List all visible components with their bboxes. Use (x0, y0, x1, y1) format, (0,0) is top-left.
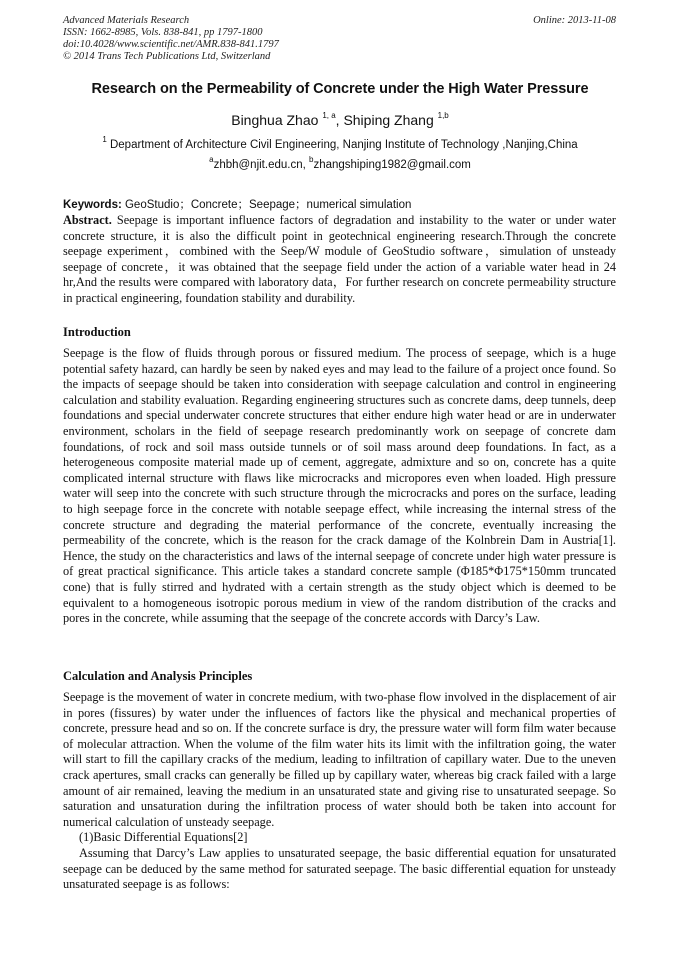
copyright-line: © 2014 Trans Tech Publications Ltd, Switzerland (63, 51, 271, 62)
doi-line: doi:10.4028/www.scientific.net/AMR.838-841.1797 (63, 39, 279, 50)
journal-name: Advanced Materials Research (63, 15, 190, 26)
issn-line: ISSN: 1662-8985, Vols. 838-841, pp 1797-1800 (63, 27, 263, 38)
affiliation (30, 135, 650, 151)
author-name: Shiping Zhang (343, 112, 434, 128)
author-name: Binghua Zhao (231, 112, 319, 128)
author-superscript: 1,b (437, 111, 449, 121)
keywords-label: Keywords: (63, 199, 122, 211)
introduction-paragraph: Seepage is the flow of fluids through porous or fissured medium. The process of seepage, which is a huge potential safety hazard, can hardly be seen by naked eyes and may lead to the failure of a project once found. So the impacts of seepage should be taken into consideration with seepage calculation and control in engineering calculation and stability evaluation. Regarding engineering structures such as concrete dams, deep tunnels, deep foundations and special underwater concrete structures that either endure high water head or are in underwater environment, scholars in the field of seepage research predominantly work on seepage of concrete dam foundations, of rock and soil mass outside tunnels or of soil mass around deep foundations. In fact, as a heterogeneous composite material made up of cement, aggregate, admixture and so on, concrete has a quite complicated internal structure with flaws like microcracks and micropores even when loaded. High pressure water will seep into the concrete with such structure through the microcracks and pores on the surface, leading to high seepage force in the concrete with notable seepage effect, while increasing the internal stress of the concrete structure and degrading the material performance of the concrete, eventually increasing the permeability of the concrete, which is the reason for the crack damage of the Kolnbrein Dam in Austria[1]. Hence, the study on the characteristics and laws of the internal seepage of concrete under high water pressure is of great practical significance. This article takes a standard concrete sample (Φ185*Φ175*150mm truncated cone) that is fully stirred and hydrated with a certain strength as the study object which is deemed to be equivalent to a homogeneous isotropic porous medium in view of the random distribution of the cracks and pores in the concrete, while assuming that the seepage of the concrete accords with Darcy’s Law. (63, 346, 616, 626)
email-link[interactable]: zhbh@njit.edu.cn, (213, 159, 309, 171)
paper-title: Research on the Permeability of Concrete under the High Water Pressure (91, 81, 589, 97)
author-superscript: 1, a (322, 111, 336, 121)
journal-header (63, 15, 616, 63)
calculation-paragraph: Seepage is the movement of water in concrete medium, with two-phase flow involved in the displacement of air in pores (fissures) by water under the influences of factors like the physical and mechanical properties of concrete, pressure head and so on. If the concrete surface is dry, the pressure water will form film water because of molecular attraction. When the volume of the film water hits its limit with the infiltration going, the water will start to fill the capillary cracks of the medium, leading to infiltration of capillary water. Due to the uneven crack apertures, small cracks can generally be filled up by capillary water, whereas big crack failed with a large amount of air remained, leaving the medium in an unsaturated state and giving rise to unsaturated seepage. So saturation and unsaturation during the infiltration process of water should both be taken into account for numerical calculation of unsteady seepage. (63, 690, 616, 829)
email-superscript: a (209, 155, 214, 165)
affiliation-superscript: 1 (102, 135, 107, 145)
online-date: Online: 2013-11-08 (533, 15, 616, 26)
section-heading-calculation: Calculation and Analysis Principles (63, 669, 253, 683)
calculation-section (63, 690, 616, 893)
author-emails (40, 155, 640, 171)
abstract (63, 213, 616, 307)
author-separator: , (335, 112, 344, 128)
affiliation-text: Department of Architecture Civil Engineering, Nanjing Institute of Technology ,Nanjing,China (109, 139, 578, 151)
abstract-label: Abstract. (63, 213, 112, 227)
keywords-text: GeoStudio；Concrete；Seepage；numerical simulation (121, 199, 412, 211)
keywords (63, 196, 616, 212)
email-superscript: b (309, 155, 314, 165)
section-heading-introduction: Introduction (63, 325, 131, 339)
email-link[interactable]: zhangshiping1982@gmail.com (313, 159, 471, 171)
subsection-paragraph: Assuming that Darcy’s Law applies to unsaturated seepage, the basic differential equation for unsaturated seepage can be deduced by the same method for saturated seepage. The basic differential equation for unsteady unsaturated seepage is as follows: (63, 845, 616, 892)
subsection-heading: (1)Basic Differential Equations[2] (79, 830, 248, 845)
author-list (40, 112, 640, 128)
abstract-text: Seepage is important influence factors of degradation and instability to the water or under water concrete structure, it is also the difficult point in geotechnical engineering research.Through the concrete seepage experiment，combined with the Seep/W module of GeoStudio software，simulation of unsteady seepage of concrete，it was obtained that the seepage field under the action of a variable water head in 24 hr,And the results were compared with laboratory data，For further research on concrete permeability structure in practical engineering, foundation stability and durability. (63, 213, 616, 305)
